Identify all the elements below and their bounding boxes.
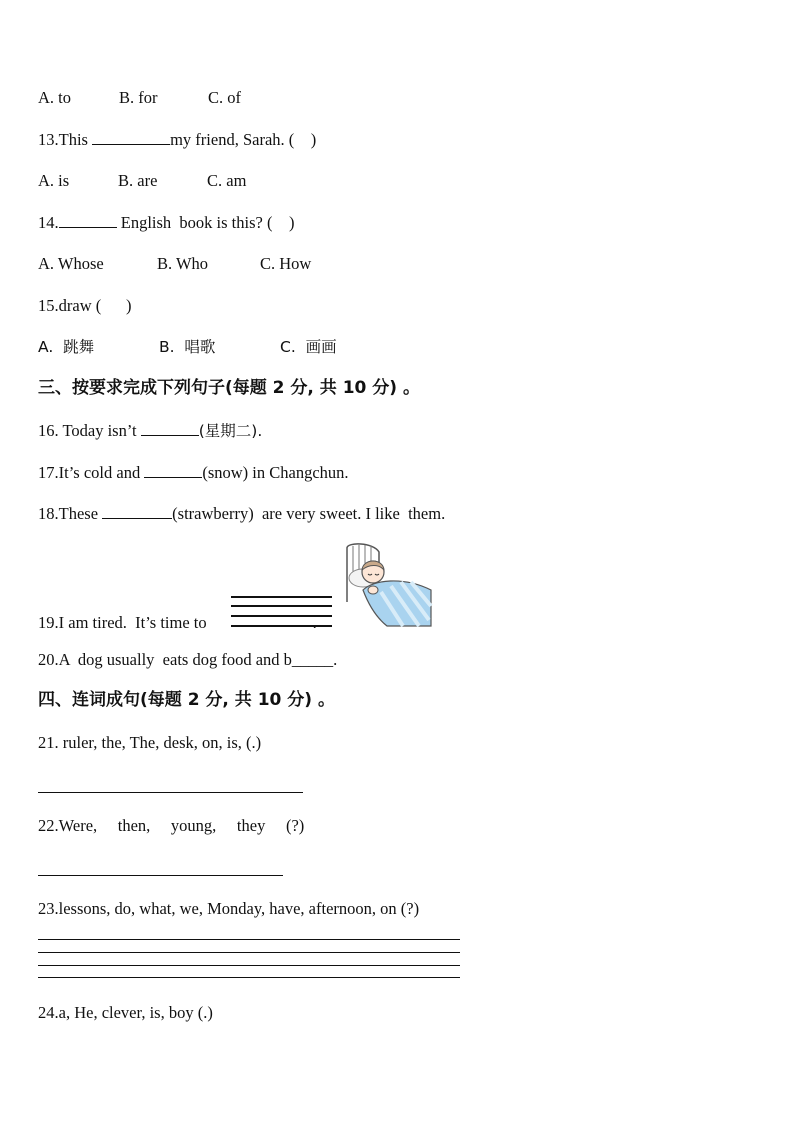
q17-suffix: (snow) in Changchun. [202,463,349,482]
q12-option-b: B. for [119,88,158,107]
q23-answer-line-2[interactable] [38,952,460,953]
section-4-heading: 四、连词成句(每题 2 分, 共 10 分) 。 [38,690,335,710]
q15-option-b: B. 唱歌 [159,338,216,356]
q16-blank[interactable] [141,421,199,436]
q15-option-a: A. 跳舞 [38,338,95,356]
q14-option-a: A. Whose [38,254,104,273]
q17-prefix: 17.It’s cold and [38,463,145,482]
q18-prefix: 18.These [38,504,103,523]
q23-answer-line-4[interactable] [38,977,460,978]
q23-answer-line-1[interactable] [38,939,460,940]
q15-option-c: C. 画画 [280,338,337,356]
q14-option-c: C. How [260,254,312,273]
question-21: 21. ruler, the, The, desk, on, is, (.) [38,733,262,752]
q23-answer-line-3[interactable] [38,965,460,966]
q18-suffix: (strawberry) are very sweet. I like them. [172,504,446,523]
q19-prefix: 19.I am tired. It’s time to [38,613,207,632]
question-17 [38,463,349,483]
q16-suffix: (星期二). [198,422,263,440]
q13-prefix: 13.This [38,130,93,149]
question-22: 22.Were, then, young, they (?) [38,816,305,835]
q12-option-a: A. to [38,88,71,107]
q13-option-a: A. is [38,171,70,190]
q16-prefix: 16. Today isn’t [38,421,141,440]
question-15: 15.draw ( ) [38,296,132,315]
q19-writing-lines[interactable] [231,596,332,628]
section-3-heading: 三、按要求完成下列句子(每题 2 分, 共 10 分) 。 [38,378,420,398]
question-24: 24.a, He, clever, is, boy (.) [38,1003,213,1022]
q12-option-c: C. of [208,88,241,107]
question-20: 20.A dog usually eats dog food and b_____. [38,650,338,669]
sleeping-girl-in-bed-icon [343,540,433,628]
q14-blank[interactable] [59,213,117,228]
q13-blank[interactable] [92,130,170,145]
q17-blank[interactable] [144,463,202,478]
question-16 [38,421,262,441]
q13-suffix: my friend, Sarah. ( ) [170,130,317,149]
question-18 [38,504,445,524]
question-13 [38,130,316,150]
q14-option-b: B. Who [157,254,209,273]
q13-option-b: B. are [118,171,158,190]
question-14 [38,213,294,233]
q22-answer-line[interactable] [38,875,283,876]
q13-option-c: C. am [207,171,247,190]
question-23: 23.lessons, do, what, we, Monday, have, afternoon, on (?) [38,899,420,918]
q19-suffix: . [312,613,317,632]
q21-answer-line[interactable] [38,792,303,793]
q18-blank[interactable] [102,504,172,519]
q14-suffix: English book is this? ( ) [116,213,295,232]
q14-prefix: 14. [38,213,59,232]
